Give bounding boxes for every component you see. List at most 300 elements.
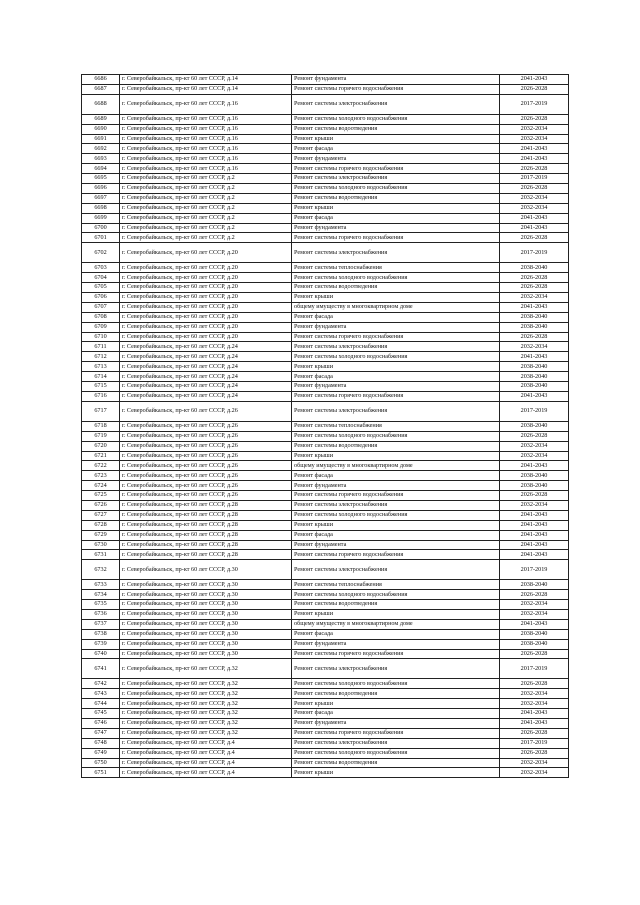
address-cell: г. Северобайкальск, пр-кт 60 лет СССР, д.4 (120, 738, 292, 748)
work-type-cell: Ремонт системы холодного водоснабжения (292, 114, 500, 124)
work-type-cell: Ремонт системы электроснабжения (292, 94, 500, 114)
row-number: 6709 (82, 322, 120, 332)
address-cell: г. Северобайкальск, пр-кт 60 лет СССР, д.32 (120, 689, 292, 699)
address-cell: г. Северобайкальск, пр-кт 60 лет СССР, д.32 (120, 659, 292, 679)
address-cell: г. Северобайкальск, пр-кт 60 лет СССР, д.24 (120, 382, 292, 392)
row-number: 6716 (82, 391, 120, 401)
row-number: 6723 (82, 471, 120, 481)
table-row (82, 401, 569, 421)
period-cell: 2026-2028 (500, 184, 569, 194)
row-number: 6708 (82, 312, 120, 322)
table-row (82, 550, 569, 560)
row-number: 6713 (82, 362, 120, 372)
work-type-cell: Ремонт системы водоотведения (292, 758, 500, 768)
row-number: 6704 (82, 273, 120, 283)
period-cell: 2017-2019 (500, 174, 569, 184)
table-row (82, 213, 569, 223)
period-cell: 2026-2028 (500, 431, 569, 441)
table-row (82, 184, 569, 194)
row-number: 6690 (82, 124, 120, 134)
row-number: 6718 (82, 421, 120, 431)
work-type-cell: общему имуществу в многоквартирном доме (292, 461, 500, 471)
address-cell: г. Северобайкальск, пр-кт 60 лет СССР, д.28 (120, 520, 292, 530)
row-number: 6736 (82, 609, 120, 619)
address-cell: г. Северобайкальск, пр-кт 60 лет СССР, д.32 (120, 699, 292, 709)
period-cell: 2032-2034 (500, 600, 569, 610)
table-row (82, 758, 569, 768)
work-type-cell: Ремонт системы электроснабжения (292, 560, 500, 580)
table-row (82, 481, 569, 491)
row-number: 6689 (82, 114, 120, 124)
address-cell: г. Северобайкальск, пр-кт 60 лет СССР, д.26 (120, 401, 292, 421)
table-row (82, 421, 569, 431)
work-type-cell: Ремонт системы водоотведения (292, 600, 500, 610)
row-number: 6746 (82, 718, 120, 728)
address-cell: г. Северобайкальск, пр-кт 60 лет СССР, д.2 (120, 174, 292, 184)
work-type-cell: Ремонт системы холодного водоснабжения (292, 590, 500, 600)
work-type-cell: Ремонт фундамента (292, 223, 500, 233)
table-row (82, 619, 569, 629)
address-cell: г. Северобайкальск, пр-кт 60 лет СССР, д.24 (120, 342, 292, 352)
work-type-cell: Ремонт системы водоотведения (292, 193, 500, 203)
row-number: 6692 (82, 144, 120, 154)
work-type-cell: Ремонт фундамента (292, 75, 500, 85)
period-cell: 2032-2034 (500, 500, 569, 510)
table-row (82, 94, 569, 114)
row-number: 6688 (82, 94, 120, 114)
period-cell: 2041-2043 (500, 510, 569, 520)
work-type-cell: Ремонт фундамента (292, 154, 500, 164)
table-row (82, 679, 569, 689)
period-cell: 2038-2040 (500, 481, 569, 491)
table-row (82, 223, 569, 233)
table-row (82, 768, 569, 778)
table-row (82, 114, 569, 124)
work-type-cell: Ремонт системы электроснабжения (292, 174, 500, 184)
row-number: 6749 (82, 748, 120, 758)
row-number: 6737 (82, 619, 120, 629)
table-row (82, 540, 569, 550)
table-row (82, 124, 569, 134)
address-cell: г. Северобайкальск, пр-кт 60 лет СССР, д.28 (120, 540, 292, 550)
row-number: 6751 (82, 768, 120, 778)
work-type-cell: Ремонт крыши (292, 768, 500, 778)
row-number: 6748 (82, 738, 120, 748)
table-row (82, 164, 569, 174)
work-type-cell: Ремонт системы холодного водоснабжения (292, 184, 500, 194)
period-cell: 2038-2040 (500, 263, 569, 273)
table-row (82, 203, 569, 213)
work-type-cell: Ремонт системы горячего водоснабжения (292, 233, 500, 243)
table-row (82, 382, 569, 392)
row-number: 6735 (82, 600, 120, 610)
address-cell: г. Северобайкальск, пр-кт 60 лет СССР, д.16 (120, 124, 292, 134)
period-cell: 2032-2034 (500, 768, 569, 778)
table-row (82, 748, 569, 758)
address-cell: г. Северобайкальск, пр-кт 60 лет СССР, д.30 (120, 580, 292, 590)
row-number: 6743 (82, 689, 120, 699)
row-number: 6742 (82, 679, 120, 689)
address-cell: г. Северобайкальск, пр-кт 60 лет СССР, д.28 (120, 550, 292, 560)
address-cell: г. Северобайкальск, пр-кт 60 лет СССР, д.2 (120, 223, 292, 233)
address-cell: г. Северобайкальск, пр-кт 60 лет СССР, д.30 (120, 600, 292, 610)
address-cell: г. Северобайкальск, пр-кт 60 лет СССР, д.26 (120, 421, 292, 431)
table-row (82, 332, 569, 342)
work-type-cell: Ремонт системы горячего водоснабжения (292, 728, 500, 738)
address-cell: г. Северобайкальск, пр-кт 60 лет СССР, д.32 (120, 718, 292, 728)
address-cell: г. Северобайкальск, пр-кт 60 лет СССР, д.20 (120, 302, 292, 312)
row-number: 6700 (82, 223, 120, 233)
address-cell: г. Северобайкальск, пр-кт 60 лет СССР, д.28 (120, 530, 292, 540)
period-cell: 2041-2043 (500, 718, 569, 728)
period-cell: 2026-2028 (500, 283, 569, 293)
work-type-cell: Ремонт системы холодного водоснабжения (292, 352, 500, 362)
period-cell: 2038-2040 (500, 362, 569, 372)
period-cell: 2017-2019 (500, 738, 569, 748)
address-cell: г. Северобайкальск, пр-кт 60 лет СССР, д.20 (120, 312, 292, 322)
work-type-cell: Ремонт фундамента (292, 481, 500, 491)
address-cell: г. Северобайкальск, пр-кт 60 лет СССР, д.26 (120, 451, 292, 461)
period-cell: 2017-2019 (500, 401, 569, 421)
address-cell: г. Северобайкальск, пр-кт 60 лет СССР, д.32 (120, 709, 292, 719)
table-row (82, 738, 569, 748)
period-cell: 2032-2034 (500, 441, 569, 451)
work-type-cell: Ремонт фасада (292, 530, 500, 540)
address-cell: г. Северобайкальск, пр-кт 60 лет СССР, д.30 (120, 639, 292, 649)
table-row (82, 699, 569, 709)
address-cell: г. Северобайкальск, пр-кт 60 лет СССР, д.24 (120, 352, 292, 362)
row-number: 6687 (82, 84, 120, 94)
period-cell: 2032-2034 (500, 758, 569, 768)
period-cell: 2038-2040 (500, 421, 569, 431)
address-cell: г. Северобайкальск, пр-кт 60 лет СССР, д.2 (120, 193, 292, 203)
address-cell: г. Северобайкальск, пр-кт 60 лет СССР, д.28 (120, 500, 292, 510)
address-cell: г. Северобайкальск, пр-кт 60 лет СССР, д.28 (120, 510, 292, 520)
row-number: 6695 (82, 174, 120, 184)
work-type-cell: общему имуществу в многоквартирном доме (292, 619, 500, 629)
row-number: 6707 (82, 302, 120, 312)
row-number: 6696 (82, 184, 120, 194)
address-cell: г. Северобайкальск, пр-кт 60 лет СССР, д.26 (120, 431, 292, 441)
period-cell: 2041-2043 (500, 391, 569, 401)
address-cell: г. Северобайкальск, пр-кт 60 лет СССР, д.2 (120, 203, 292, 213)
row-number: 6728 (82, 520, 120, 530)
address-cell: г. Северобайкальск, пр-кт 60 лет СССР, д.26 (120, 481, 292, 491)
period-cell: 2041-2043 (500, 154, 569, 164)
work-type-cell: Ремонт крыши (292, 451, 500, 461)
work-type-cell: Ремонт системы холодного водоснабжения (292, 748, 500, 758)
table-row (82, 144, 569, 154)
address-cell: г. Северобайкальск, пр-кт 60 лет СССР, д.30 (120, 609, 292, 619)
address-cell: г. Северобайкальск, пр-кт 60 лет СССР, д.4 (120, 748, 292, 758)
period-cell: 2026-2028 (500, 491, 569, 501)
table-row (82, 174, 569, 184)
address-cell: г. Северобайкальск, пр-кт 60 лет СССР, д.26 (120, 471, 292, 481)
table-row (82, 283, 569, 293)
period-cell: 2026-2028 (500, 748, 569, 758)
work-type-cell: Ремонт фасада (292, 372, 500, 382)
work-type-cell: Ремонт системы горячего водоснабжения (292, 550, 500, 560)
period-cell: 2026-2028 (500, 164, 569, 174)
period-cell: 2032-2034 (500, 134, 569, 144)
address-cell: г. Северобайкальск, пр-кт 60 лет СССР, д.4 (120, 758, 292, 768)
row-number: 6702 (82, 243, 120, 263)
table-row (82, 431, 569, 441)
work-type-cell: Ремонт крыши (292, 134, 500, 144)
period-cell: 2017-2019 (500, 243, 569, 263)
period-cell: 2032-2034 (500, 203, 569, 213)
period-cell: 2026-2028 (500, 649, 569, 659)
work-type-cell: Ремонт фундамента (292, 718, 500, 728)
work-type-cell: Ремонт системы электроснабжения (292, 500, 500, 510)
row-number: 6730 (82, 540, 120, 550)
row-number: 6710 (82, 332, 120, 342)
work-type-cell: Ремонт системы электроснабжения (292, 342, 500, 352)
row-number: 6729 (82, 530, 120, 540)
row-number: 6711 (82, 342, 120, 352)
table-row (82, 461, 569, 471)
period-cell: 2041-2043 (500, 461, 569, 471)
row-number: 6741 (82, 659, 120, 679)
work-type-cell: Ремонт системы водоотведения (292, 689, 500, 699)
table-row (82, 451, 569, 461)
address-cell: г. Северобайкальск, пр-кт 60 лет СССР, д.16 (120, 144, 292, 154)
period-cell: 2041-2043 (500, 619, 569, 629)
table-row (82, 530, 569, 540)
row-number: 6697 (82, 193, 120, 203)
row-number: 6694 (82, 164, 120, 174)
table-row (82, 718, 569, 728)
work-type-cell: Ремонт системы горячего водоснабжения (292, 391, 500, 401)
address-cell: г. Северобайкальск, пр-кт 60 лет СССР, д.16 (120, 134, 292, 144)
table-row (82, 580, 569, 590)
period-cell: 2041-2043 (500, 213, 569, 223)
work-type-cell: Ремонт системы холодного водоснабжения (292, 510, 500, 520)
table-row (82, 322, 569, 332)
period-cell: 2038-2040 (500, 629, 569, 639)
work-type-cell: Ремонт фасада (292, 709, 500, 719)
period-cell: 2026-2028 (500, 679, 569, 689)
work-type-cell: Ремонт системы водоотведения (292, 283, 500, 293)
row-number: 6714 (82, 372, 120, 382)
row-number: 6705 (82, 283, 120, 293)
table-row (82, 134, 569, 144)
row-number: 6744 (82, 699, 120, 709)
work-type-cell: Ремонт крыши (292, 609, 500, 619)
row-number: 6686 (82, 75, 120, 85)
period-cell: 2038-2040 (500, 580, 569, 590)
table-row (82, 293, 569, 303)
row-number: 6699 (82, 213, 120, 223)
period-cell: 2041-2043 (500, 75, 569, 85)
address-cell: г. Северобайкальск, пр-кт 60 лет СССР, д.30 (120, 560, 292, 580)
work-type-cell: Ремонт системы холодного водоснабжения (292, 431, 500, 441)
table-row (82, 609, 569, 619)
period-cell: 2038-2040 (500, 382, 569, 392)
row-number: 6733 (82, 580, 120, 590)
table-row (82, 391, 569, 401)
row-number: 6722 (82, 461, 120, 471)
period-cell: 2026-2028 (500, 728, 569, 738)
address-cell: г. Северобайкальск, пр-кт 60 лет СССР, д.2 (120, 184, 292, 194)
work-type-cell: Ремонт фасада (292, 471, 500, 481)
address-cell: г. Северобайкальск, пр-кт 60 лет СССР, д.20 (120, 273, 292, 283)
work-type-cell: Ремонт системы горячего водоснабжения (292, 84, 500, 94)
period-cell: 2038-2040 (500, 471, 569, 481)
table-row (82, 709, 569, 719)
row-number: 6720 (82, 441, 120, 451)
period-cell: 2032-2034 (500, 293, 569, 303)
address-cell: г. Северобайкальск, пр-кт 60 лет СССР, д.20 (120, 322, 292, 332)
period-cell: 2041-2043 (500, 540, 569, 550)
table-row (82, 441, 569, 451)
row-number: 6717 (82, 401, 120, 421)
row-number: 6703 (82, 263, 120, 273)
row-number: 6698 (82, 203, 120, 213)
address-cell: г. Северобайкальск, пр-кт 60 лет СССР, д.20 (120, 263, 292, 273)
row-number: 6738 (82, 629, 120, 639)
work-type-cell: Ремонт системы холодного водоснабжения (292, 273, 500, 283)
table-row (82, 728, 569, 738)
table-row (82, 590, 569, 600)
table-row (82, 689, 569, 699)
work-type-cell: Ремонт крыши (292, 699, 500, 709)
period-cell: 2041-2043 (500, 530, 569, 540)
address-cell: г. Северобайкальск, пр-кт 60 лет СССР, д.20 (120, 293, 292, 303)
row-number: 6721 (82, 451, 120, 461)
table-row (82, 560, 569, 580)
row-number: 6724 (82, 481, 120, 491)
period-cell: 2017-2019 (500, 560, 569, 580)
table-row (82, 639, 569, 649)
table-row (82, 233, 569, 243)
work-type-cell: Ремонт системы водоотведения (292, 441, 500, 451)
period-cell: 2026-2028 (500, 590, 569, 600)
period-cell: 2041-2043 (500, 144, 569, 154)
row-number: 6732 (82, 560, 120, 580)
address-cell: г. Северобайкальск, пр-кт 60 лет СССР, д.24 (120, 362, 292, 372)
table-row (82, 75, 569, 85)
period-cell: 2026-2028 (500, 332, 569, 342)
address-cell: г. Северобайкальск, пр-кт 60 лет СССР, д.24 (120, 372, 292, 382)
address-cell: г. Северобайкальск, пр-кт 60 лет СССР, д.26 (120, 491, 292, 501)
row-number: 6719 (82, 431, 120, 441)
period-cell: 2038-2040 (500, 322, 569, 332)
address-cell: г. Северобайкальск, пр-кт 60 лет СССР, д.30 (120, 629, 292, 639)
row-number: 6706 (82, 293, 120, 303)
table-row (82, 649, 569, 659)
period-cell: 2032-2034 (500, 451, 569, 461)
work-type-cell: Ремонт системы электроснабжения (292, 738, 500, 748)
work-type-cell: Ремонт крыши (292, 520, 500, 530)
period-cell: 2026-2028 (500, 84, 569, 94)
address-cell: г. Северобайкальск, пр-кт 60 лет СССР, д.20 (120, 243, 292, 263)
work-type-cell: Ремонт системы горячего водоснабжения (292, 332, 500, 342)
row-number: 6739 (82, 639, 120, 649)
row-number: 6731 (82, 550, 120, 560)
row-number: 6693 (82, 154, 120, 164)
work-type-cell: Ремонт фундамента (292, 382, 500, 392)
work-type-cell: Ремонт системы водоотведения (292, 124, 500, 134)
table-row (82, 342, 569, 352)
row-number: 6747 (82, 728, 120, 738)
row-number: 6726 (82, 500, 120, 510)
repair-schedule-table (81, 74, 569, 778)
address-cell: г. Северобайкальск, пр-кт 60 лет СССР, д.2 (120, 213, 292, 223)
period-cell: 2026-2028 (500, 273, 569, 283)
address-cell: г. Северобайкальск, пр-кт 60 лет СССР, д.2 (120, 233, 292, 243)
table-row (82, 520, 569, 530)
work-type-cell: Ремонт фундамента (292, 322, 500, 332)
row-number: 6734 (82, 590, 120, 600)
work-type-cell: Ремонт системы горячего водоснабжения (292, 649, 500, 659)
address-cell: г. Северобайкальск, пр-кт 60 лет СССР, д.14 (120, 84, 292, 94)
row-number: 6725 (82, 491, 120, 501)
period-cell: 2038-2040 (500, 312, 569, 322)
address-cell: г. Северобайкальск, пр-кт 60 лет СССР, д.30 (120, 619, 292, 629)
period-cell: 2032-2034 (500, 689, 569, 699)
address-cell: г. Северобайкальск, пр-кт 60 лет СССР, д.32 (120, 728, 292, 738)
row-number: 6701 (82, 233, 120, 243)
address-cell: г. Северобайкальск, пр-кт 60 лет СССР, д.16 (120, 114, 292, 124)
period-cell: 2032-2034 (500, 609, 569, 619)
period-cell: 2041-2043 (500, 520, 569, 530)
table-row (82, 659, 569, 679)
work-type-cell: общему имуществу в многоквартирном доме (292, 302, 500, 312)
table-row (82, 243, 569, 263)
work-type-cell: Ремонт системы электроснабжения (292, 659, 500, 679)
address-cell: г. Северобайкальск, пр-кт 60 лет СССР, д.24 (120, 391, 292, 401)
table-row (82, 84, 569, 94)
row-number: 6691 (82, 134, 120, 144)
table-row (82, 302, 569, 312)
row-number: 6727 (82, 510, 120, 520)
period-cell: 2032-2034 (500, 193, 569, 203)
address-cell: г. Северобайкальск, пр-кт 60 лет СССР, д.16 (120, 164, 292, 174)
table-row (82, 471, 569, 481)
work-type-cell: Ремонт системы горячего водоснабжения (292, 164, 500, 174)
period-cell: 2032-2034 (500, 124, 569, 134)
work-type-cell: Ремонт фасада (292, 144, 500, 154)
row-number: 6750 (82, 758, 120, 768)
work-type-cell: Ремонт системы теплоснабжения (292, 580, 500, 590)
period-cell: 2026-2028 (500, 114, 569, 124)
address-cell: г. Северобайкальск, пр-кт 60 лет СССР, д.32 (120, 679, 292, 689)
address-cell: г. Северобайкальск, пр-кт 60 лет СССР, д.4 (120, 768, 292, 778)
work-type-cell: Ремонт системы электроснабжения (292, 243, 500, 263)
work-type-cell: Ремонт крыши (292, 293, 500, 303)
period-cell: 2041-2043 (500, 550, 569, 560)
work-type-cell: Ремонт фундамента (292, 639, 500, 649)
row-number: 6745 (82, 709, 120, 719)
period-cell: 2041-2043 (500, 223, 569, 233)
work-type-cell: Ремонт фундамента (292, 540, 500, 550)
table-row (82, 193, 569, 203)
table-row (82, 600, 569, 610)
work-type-cell: Ремонт крыши (292, 362, 500, 372)
row-number: 6712 (82, 352, 120, 362)
period-cell: 2038-2040 (500, 639, 569, 649)
table-row (82, 352, 569, 362)
period-cell: 2032-2034 (500, 699, 569, 709)
table-row (82, 510, 569, 520)
period-cell: 2017-2019 (500, 659, 569, 679)
table-row (82, 629, 569, 639)
row-number: 6740 (82, 649, 120, 659)
period-cell: 2041-2043 (500, 709, 569, 719)
period-cell: 2041-2043 (500, 302, 569, 312)
table-row (82, 154, 569, 164)
